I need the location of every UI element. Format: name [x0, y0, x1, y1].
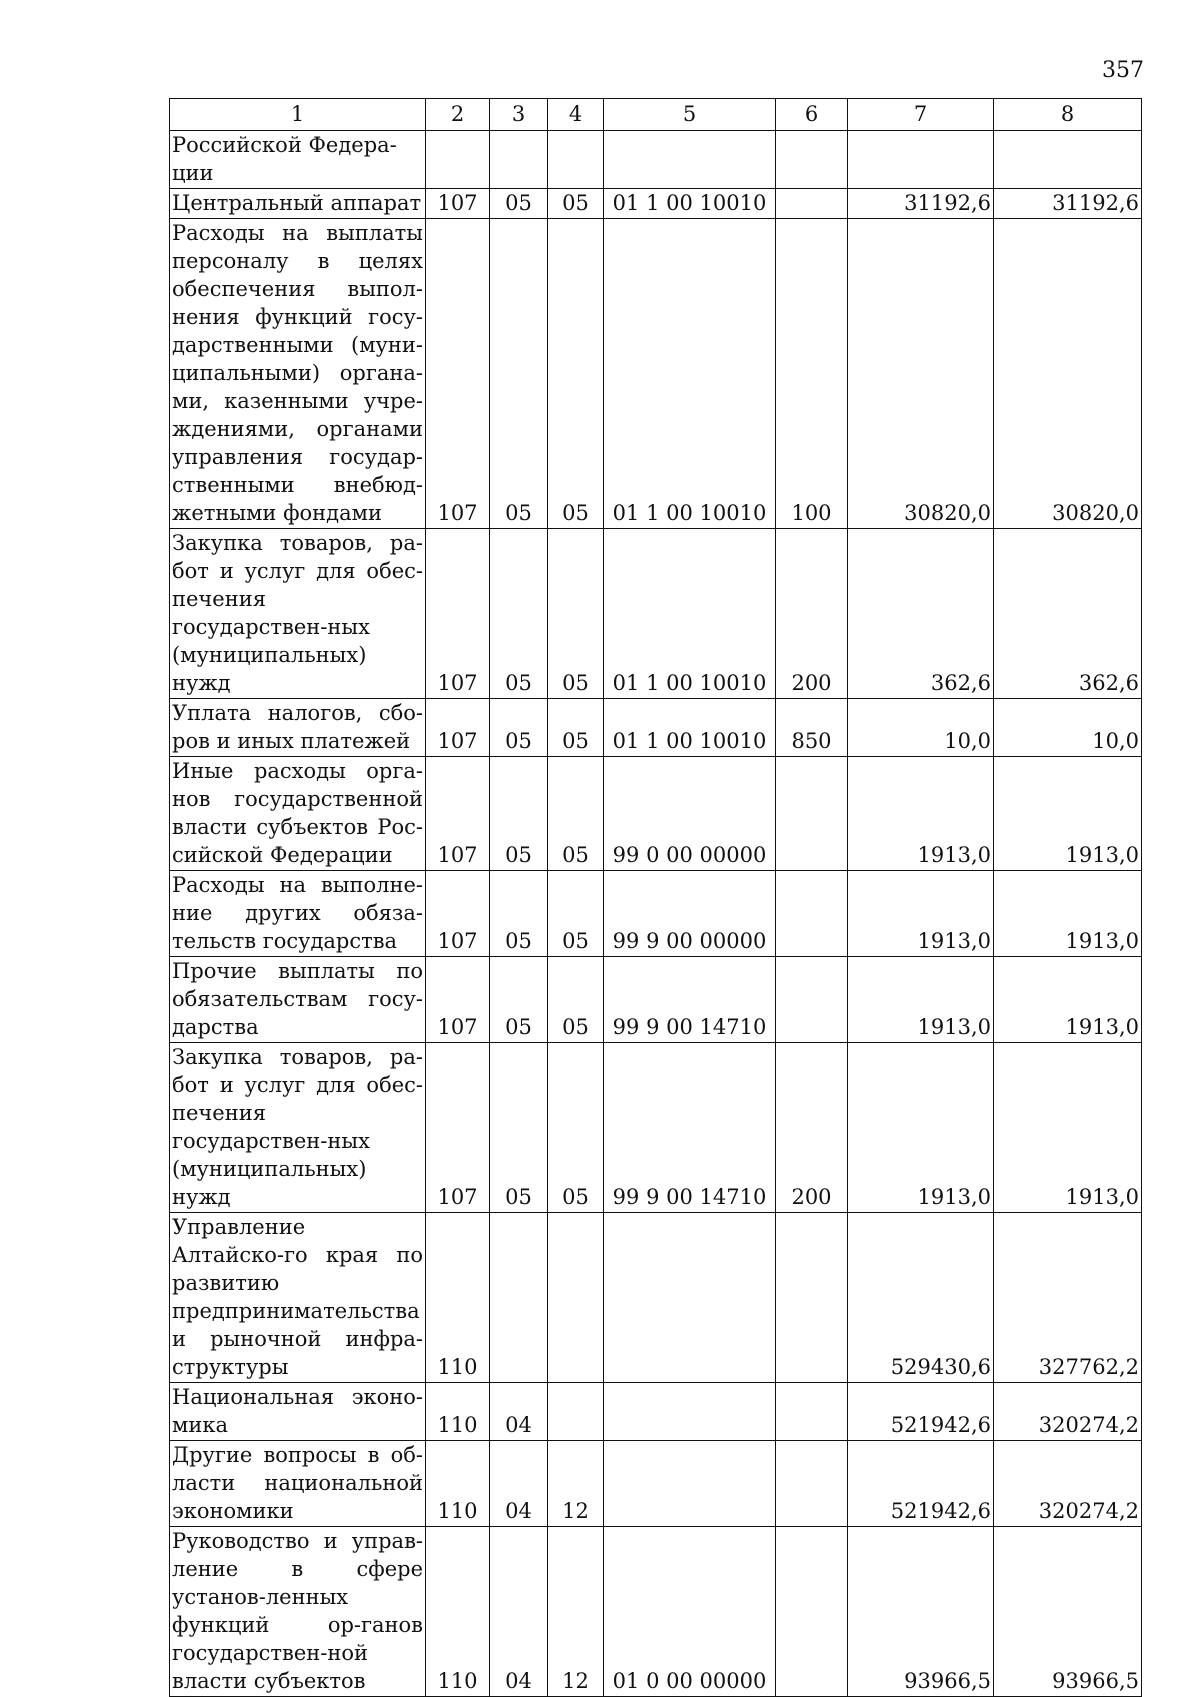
column-6-cell: [776, 1527, 848, 1697]
column-7-cell: 529430,6: [848, 1213, 994, 1383]
row-name-cell: Центральный аппарат: [170, 189, 426, 219]
column-7-cell: 1913,0: [848, 957, 994, 1043]
row-name-cell: Расходы на выплаты персоналу в целях обеспечения выпол-нения функций госу-дарственными (муни-ципальными) органа-ми, казенными учре-ждениями, органами управления государ-ственными внебюд-жетными фондами: [170, 219, 426, 529]
page-number: 357: [1102, 58, 1144, 83]
column-5-cell: 99 9 00 14710: [604, 1043, 776, 1213]
column-2-cell: 107: [426, 529, 490, 699]
table-row: [170, 1213, 1142, 1383]
table-row: [170, 699, 1142, 757]
column-8-cell: 1913,0: [994, 957, 1142, 1043]
budget-table: [169, 98, 1142, 1697]
column-4-cell: [548, 1213, 604, 1383]
header-cell: 1: [170, 99, 426, 131]
header-cell: 3: [490, 99, 548, 131]
column-5-cell: [604, 1383, 776, 1441]
column-6-cell: 850: [776, 699, 848, 757]
column-3-cell: 04: [490, 1527, 548, 1697]
column-8-cell: 320274,2: [994, 1441, 1142, 1527]
column-4-cell: 12: [548, 1441, 604, 1527]
column-8-cell: 10,0: [994, 699, 1142, 757]
column-7-cell: 1913,0: [848, 757, 994, 871]
row-name-cell: Управление Алтайско-го края по развитию предпринимательства и рыночной инфра-структуры: [170, 1213, 426, 1383]
column-4-cell: 05: [548, 957, 604, 1043]
column-6-cell: [776, 871, 848, 957]
column-5-cell: [604, 1213, 776, 1383]
column-7-cell: 1913,0: [848, 871, 994, 957]
column-2-cell: 110: [426, 1441, 490, 1527]
column-8-cell: 1913,0: [994, 1043, 1142, 1213]
header-row: [170, 99, 1142, 131]
column-2-cell: 107: [426, 699, 490, 757]
column-4-cell: 05: [548, 189, 604, 219]
column-8-cell: 320274,2: [994, 1383, 1142, 1441]
column-4-cell: 05: [548, 699, 604, 757]
header-cell: 2: [426, 99, 490, 131]
column-6-cell: 200: [776, 1043, 848, 1213]
header-cell: 8: [994, 99, 1142, 131]
column-6-cell: [776, 189, 848, 219]
table-row: [170, 1383, 1142, 1441]
column-5-cell: 99 9 00 00000: [604, 871, 776, 957]
column-5-cell: 01 1 00 10010: [604, 529, 776, 699]
table-row: [170, 871, 1142, 957]
column-2-cell: 110: [426, 1383, 490, 1441]
column-4-cell: 12: [548, 1527, 604, 1697]
column-3-cell: 05: [490, 219, 548, 529]
column-5-cell: 01 1 00 10010: [604, 699, 776, 757]
column-2-cell: 110: [426, 1213, 490, 1383]
column-7-cell: 93966,5: [848, 1527, 994, 1697]
column-6-cell: [776, 1383, 848, 1441]
row-name-cell: Закупка товаров, ра-бот и услуг для обес-печения государствен-ных (муниципальных) нужд: [170, 1043, 426, 1213]
column-5-cell: 99 9 00 14710: [604, 957, 776, 1043]
column-3-cell: 05: [490, 699, 548, 757]
row-name-cell: Другие вопросы в об-ласти национальной экономики: [170, 1441, 426, 1527]
column-7-cell: 521942,6: [848, 1383, 994, 1441]
table-row: [170, 219, 1142, 529]
table-row: [170, 189, 1142, 219]
column-3-cell: 05: [490, 189, 548, 219]
header-cell: 4: [548, 99, 604, 131]
column-6-cell: [776, 1213, 848, 1383]
table-row: [170, 1527, 1142, 1697]
column-6-cell: [776, 757, 848, 871]
column-4-cell: 05: [548, 1043, 604, 1213]
column-6-cell: [776, 131, 848, 189]
column-5-cell: 01 1 00 10010: [604, 189, 776, 219]
table-row: [170, 757, 1142, 871]
column-3-cell: 05: [490, 871, 548, 957]
column-8-cell: 1913,0: [994, 757, 1142, 871]
table-row: [170, 1043, 1142, 1213]
column-5-cell: [604, 131, 776, 189]
column-5-cell: 01 0 00 00000: [604, 1527, 776, 1697]
column-2-cell: 107: [426, 219, 490, 529]
column-7-cell: 1913,0: [848, 1043, 994, 1213]
row-name-cell: Иные расходы орга-нов государственной власти субъектов Рос-сийской Федерации: [170, 757, 426, 871]
column-2-cell: 107: [426, 957, 490, 1043]
column-7-cell: 362,6: [848, 529, 994, 699]
row-name-cell: Уплата налогов, сбо-ров и иных платежей: [170, 699, 426, 757]
row-name-cell: Прочие выплаты по обязательствам госу-дарства: [170, 957, 426, 1043]
column-4-cell: 05: [548, 529, 604, 699]
column-3-cell: 05: [490, 1043, 548, 1213]
column-3-cell: [490, 1213, 548, 1383]
column-4-cell: [548, 1383, 604, 1441]
column-8-cell: 30820,0: [994, 219, 1142, 529]
column-8-cell: 1913,0: [994, 871, 1142, 957]
column-3-cell: [490, 131, 548, 189]
column-2-cell: 110: [426, 1527, 490, 1697]
column-7-cell: 521942,6: [848, 1441, 994, 1527]
row-name-cell: Национальная эконо-мика: [170, 1383, 426, 1441]
column-2-cell: [426, 131, 490, 189]
column-6-cell: [776, 1441, 848, 1527]
column-2-cell: 107: [426, 757, 490, 871]
column-8-cell: 327762,2: [994, 1213, 1142, 1383]
column-3-cell: 05: [490, 529, 548, 699]
row-name-cell: Руководство и управ-ление в сфере установ-ленных функций ор-ганов государствен-ной власти субъектов: [170, 1527, 426, 1697]
header-cell: 5: [604, 99, 776, 131]
column-5-cell: 99 0 00 00000: [604, 757, 776, 871]
column-3-cell: 05: [490, 957, 548, 1043]
header-cell: 7: [848, 99, 994, 131]
column-2-cell: 107: [426, 1043, 490, 1213]
column-6-cell: 100: [776, 219, 848, 529]
table-row: [170, 131, 1142, 189]
row-name-cell: Расходы на выполне-ние других обяза-тельств государства: [170, 871, 426, 957]
table-row: [170, 529, 1142, 699]
column-8-cell: 93966,5: [994, 1527, 1142, 1697]
header-cell: 6: [776, 99, 848, 131]
column-4-cell: [548, 131, 604, 189]
column-4-cell: 05: [548, 757, 604, 871]
table-row: [170, 957, 1142, 1043]
column-8-cell: 31192,6: [994, 189, 1142, 219]
column-3-cell: 05: [490, 757, 548, 871]
column-5-cell: [604, 1441, 776, 1527]
column-7-cell: 30820,0: [848, 219, 994, 529]
column-7-cell: [848, 131, 994, 189]
row-name-cell: Российской Федера- ции: [170, 131, 426, 189]
column-5-cell: 01 1 00 10010: [604, 219, 776, 529]
row-name-cell: Закупка товаров, ра-бот и услуг для обес-печения государствен-ных (муниципальных) нужд: [170, 529, 426, 699]
column-8-cell: 362,6: [994, 529, 1142, 699]
column-7-cell: 10,0: [848, 699, 994, 757]
table-row: [170, 1441, 1142, 1527]
column-8-cell: [994, 131, 1142, 189]
column-3-cell: 04: [490, 1383, 548, 1441]
column-6-cell: [776, 957, 848, 1043]
column-3-cell: 04: [490, 1441, 548, 1527]
column-2-cell: 107: [426, 871, 490, 957]
column-6-cell: 200: [776, 529, 848, 699]
column-4-cell: 05: [548, 219, 604, 529]
column-4-cell: 05: [548, 871, 604, 957]
column-2-cell: 107: [426, 189, 490, 219]
column-7-cell: 31192,6: [848, 189, 994, 219]
